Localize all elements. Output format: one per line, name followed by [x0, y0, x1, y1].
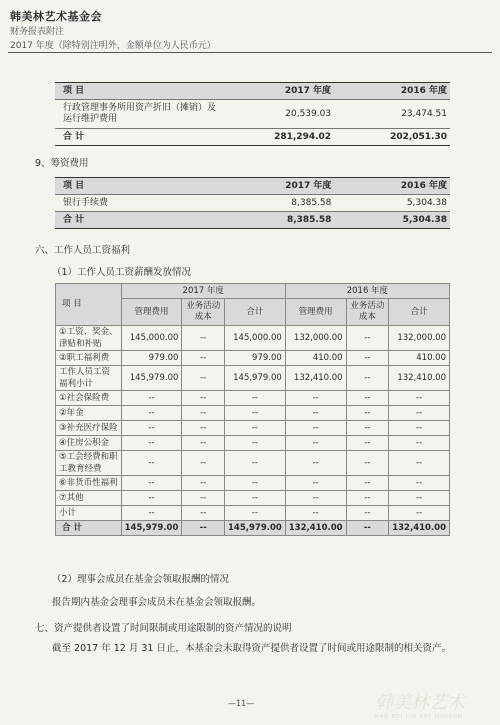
org-name: 韩美林艺术基金会 — [10, 10, 102, 23]
doc-subtitle: 财务报表附注 — [10, 27, 65, 37]
row-label: ④住房公积金 — [56, 436, 122, 451]
cell-d: -- — [285, 391, 346, 406]
col-sum-2017: 合计 — [225, 299, 286, 326]
cell-f: -- — [389, 406, 450, 421]
section-6-sub2: （2）理事会成员在基金会领取报酬的情况 — [52, 574, 230, 585]
row-2016: 5,304.38 — [334, 195, 450, 212]
total-2017: 281,294.02 — [223, 129, 334, 146]
cell-d: -- — [285, 436, 346, 451]
total-2017: 8,385.58 — [223, 212, 334, 229]
table-row — [56, 476, 450, 491]
col-2016: 2016 年度 — [334, 178, 450, 195]
col-group-2017: 2017 年度 — [121, 284, 285, 299]
cell-b: -- — [182, 476, 225, 491]
cell-e: -- — [346, 351, 389, 366]
cell-b: -- — [182, 326, 225, 351]
col-item: 项 目 — [55, 83, 223, 100]
cell-e: -- — [346, 391, 389, 406]
section-7-title: 七、资产提供者设置了时间限制或用途限制的资产情况的说明 — [35, 623, 292, 634]
total-e: -- — [346, 521, 389, 536]
row-2016: 23,474.51 — [334, 100, 450, 129]
row-2017: 20,539.03 — [223, 100, 334, 129]
section-6-para2: 报告期内基金会理事会成员未在基金会领取报酬。 — [52, 597, 262, 608]
cell-e: -- — [346, 451, 389, 476]
total-f: 132,410.00 — [389, 521, 450, 536]
cell-f: -- — [389, 476, 450, 491]
total-a: 145,979.00 — [121, 521, 182, 536]
cell-c: -- — [225, 491, 286, 506]
row-label: ⑤工会经费和职工教育经费 — [56, 451, 122, 476]
cell-d: 132,410.00 — [285, 366, 346, 391]
cell-a: -- — [121, 406, 182, 421]
cell-a: -- — [121, 506, 182, 521]
row-label: ②职工福利费 — [56, 351, 122, 366]
cell-c: -- — [225, 421, 286, 436]
salary-table — [55, 283, 450, 536]
row-2017: 8,385.58 — [223, 195, 334, 212]
cell-e: -- — [346, 491, 389, 506]
cell-f: -- — [389, 506, 450, 521]
cell-a: -- — [121, 476, 182, 491]
financing-expense-table — [55, 177, 450, 229]
cell-e: -- — [346, 476, 389, 491]
col-sum-2016: 合计 — [389, 299, 450, 326]
col-item: 项 目 — [55, 178, 223, 195]
cell-f: -- — [389, 391, 450, 406]
col-group-2016: 2016 年度 — [285, 284, 449, 299]
row-label: 小计 — [56, 506, 122, 521]
table-row — [56, 506, 450, 521]
cell-d: -- — [285, 476, 346, 491]
table-row — [56, 491, 450, 506]
row-label: 工作人员工资福利小计 — [56, 366, 122, 391]
table-header-row — [55, 83, 450, 100]
section-7-para: 截至 2017 年 12 月 31 日止，本基金会未取得资产提供者设置了时间或用途限制的相关资产。 — [52, 643, 451, 654]
cell-b: -- — [182, 406, 225, 421]
row-label: ②年金 — [56, 406, 122, 421]
section-6-sub1: （1）工作人员工资薪酬发放情况 — [52, 267, 192, 278]
total-2016: 202,051.30 — [334, 129, 450, 146]
cell-a: -- — [121, 391, 182, 406]
total-label: 合 计 — [55, 129, 223, 146]
cell-e: -- — [346, 326, 389, 351]
cell-d: -- — [285, 451, 346, 476]
cell-b: -- — [182, 351, 225, 366]
table-row — [55, 195, 450, 212]
watermark-en: HAN MEI LIN ART MUSEUM — [375, 714, 464, 720]
cell-b: -- — [182, 436, 225, 451]
museum-watermark-logo — [375, 688, 495, 718]
cell-a: -- — [121, 436, 182, 451]
col-2016: 2016 年度 — [334, 83, 450, 100]
table-row — [56, 351, 450, 366]
cell-b: -- — [182, 506, 225, 521]
cell-f: 132,000.00 — [389, 326, 450, 351]
cell-c: -- — [225, 406, 286, 421]
cell-a: 979.00 — [121, 351, 182, 366]
cell-f: -- — [389, 491, 450, 506]
col-mgmt-2016: 管理费用 — [285, 299, 346, 326]
cell-b: -- — [182, 451, 225, 476]
table-row — [55, 100, 450, 129]
row-label: 银行手续费 — [55, 195, 223, 212]
cell-a: 145,979.00 — [121, 366, 182, 391]
cell-f: -- — [389, 421, 450, 436]
col-item: 项 目 — [56, 284, 122, 326]
cell-d: -- — [285, 421, 346, 436]
header-divider — [8, 52, 492, 53]
col-2017: 2017 年度 — [223, 178, 334, 195]
page-number: —11— — [228, 699, 255, 708]
col-biz-2016: 业务活动成本 — [346, 299, 389, 326]
watermark-cn: 韩美林艺术 — [375, 692, 465, 713]
total-2016: 5,304.38 — [334, 212, 450, 229]
table-header-row — [55, 178, 450, 195]
cell-f: 410.00 — [389, 351, 450, 366]
row-label: 行政管理事务所用资产折旧（摊销）及运行维护费用 — [55, 100, 223, 129]
cell-d: -- — [285, 406, 346, 421]
cell-d: 410.00 — [285, 351, 346, 366]
cell-a: -- — [121, 421, 182, 436]
table-row — [56, 436, 450, 451]
cell-f: -- — [389, 451, 450, 476]
cell-c: -- — [225, 476, 286, 491]
admin-expense-table — [55, 82, 450, 146]
table-header-row — [56, 284, 450, 299]
cell-c: -- — [225, 506, 286, 521]
table-row — [56, 421, 450, 436]
row-label: ③补充医疗保险 — [56, 421, 122, 436]
row-label: ①工资、奖金、津贴和补贴 — [56, 326, 122, 351]
cell-c: 979.00 — [225, 351, 286, 366]
cell-a: -- — [121, 451, 182, 476]
year-note: 2017 年度（除特别注明外，金额单位为人民币元） — [10, 41, 216, 51]
col-mgmt-2017: 管理费用 — [121, 299, 182, 326]
total-row — [55, 212, 450, 229]
cell-e: -- — [346, 406, 389, 421]
cell-e: -- — [346, 436, 389, 451]
cell-f: -- — [389, 436, 450, 451]
cell-c: 145,000.00 — [225, 326, 286, 351]
cell-a: -- — [121, 491, 182, 506]
cell-d: -- — [285, 491, 346, 506]
section-9-title: 9、筹资费用 — [35, 158, 89, 169]
section-6-title: 六、工作人员工资福利 — [35, 245, 131, 256]
cell-b: -- — [182, 491, 225, 506]
row-label: ⑥非货币性福利 — [56, 476, 122, 491]
total-b: -- — [182, 521, 225, 536]
total-label: 合 计 — [56, 521, 122, 536]
cell-d: 132,000.00 — [285, 326, 346, 351]
cell-c: -- — [225, 391, 286, 406]
cell-b: -- — [182, 366, 225, 391]
table-row — [56, 451, 450, 476]
cell-e: -- — [346, 506, 389, 521]
cell-e: -- — [346, 421, 389, 436]
cell-a: 145,000.00 — [121, 326, 182, 351]
total-label: 合 计 — [55, 212, 223, 229]
table-row — [56, 391, 450, 406]
table-row — [56, 406, 450, 421]
cell-c: -- — [225, 451, 286, 476]
cell-d: -- — [285, 506, 346, 521]
total-c: 145,979.00 — [225, 521, 286, 536]
cell-c: 145,979.00 — [225, 366, 286, 391]
total-row — [55, 129, 450, 146]
cell-b: -- — [182, 421, 225, 436]
col-biz-2017: 业务活动成本 — [182, 299, 225, 326]
row-label: ⑦其他 — [56, 491, 122, 506]
total-d: 132,410.00 — [285, 521, 346, 536]
table-row — [56, 326, 450, 351]
total-row — [56, 521, 450, 536]
table-row — [56, 366, 450, 391]
cell-f: 132,410.00 — [389, 366, 450, 391]
cell-c: -- — [225, 436, 286, 451]
cell-b: -- — [182, 391, 225, 406]
cell-e: -- — [346, 366, 389, 391]
col-2017: 2017 年度 — [223, 83, 334, 100]
row-label: ①社会保险费 — [56, 391, 122, 406]
